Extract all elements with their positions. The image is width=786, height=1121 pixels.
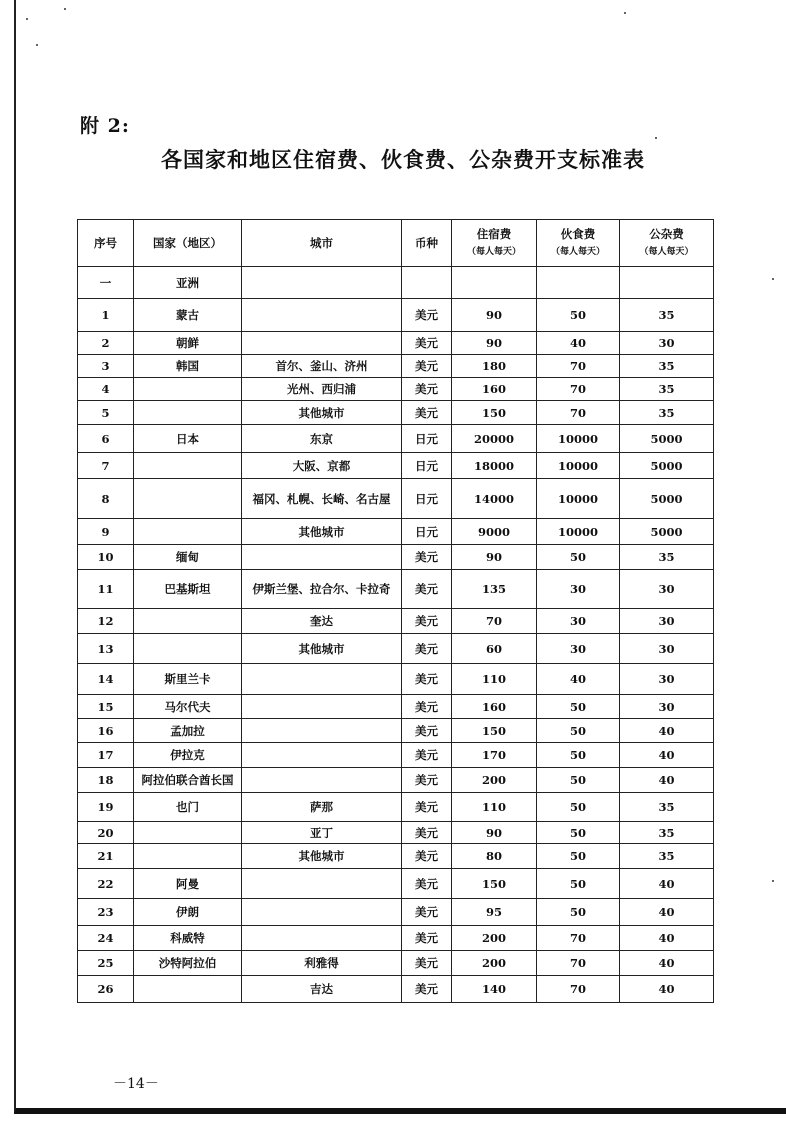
cell-meals: 10000 (537, 479, 620, 519)
cell-country (134, 378, 242, 401)
rates-table (77, 219, 714, 1003)
cell-no: 9 (78, 519, 134, 545)
cell-lodging: 110 (452, 793, 537, 822)
cell-meals: 50 (537, 899, 620, 926)
cell-country: 日本 (134, 425, 242, 453)
cell-no: 3 (78, 355, 134, 378)
cell-city: 其他城市 (242, 634, 402, 664)
cell-meals: 30 (537, 609, 620, 634)
cell-lodging: 180 (452, 355, 537, 378)
cell-lodging: 200 (452, 951, 537, 976)
cell-lodging: 110 (452, 664, 537, 695)
cell-no: 18 (78, 768, 134, 793)
table-row (78, 401, 714, 425)
cell-city (242, 299, 402, 332)
cell-meals: 70 (537, 926, 620, 951)
scan-speck (64, 8, 66, 10)
cell-currency: 日元 (402, 519, 452, 545)
cell-country: 缅甸 (134, 545, 242, 570)
cell-currency: 日元 (402, 425, 452, 453)
cell-no: 22 (78, 869, 134, 899)
cell-lodging: 170 (452, 743, 537, 768)
cell-city: 利雅得 (242, 951, 402, 976)
table-row (78, 951, 714, 976)
cell-meals: 70 (537, 355, 620, 378)
cell-meals: 10000 (537, 425, 620, 453)
scan-speck (772, 880, 774, 882)
cell-country: 马尔代夫 (134, 695, 242, 719)
cell-country (134, 844, 242, 869)
cell-meals: 50 (537, 869, 620, 899)
cell-country: 也门 (134, 793, 242, 822)
cell-city: 奎达 (242, 609, 402, 634)
cell-no: 14 (78, 664, 134, 695)
cell-meals: 50 (537, 545, 620, 570)
cell-misc: 35 (620, 401, 714, 425)
cell-city: 其他城市 (242, 401, 402, 425)
table-row (78, 768, 714, 793)
attachment-label: 附 2: (80, 115, 130, 137)
cell-meals: 40 (537, 664, 620, 695)
cell-city: 亚丁 (242, 822, 402, 844)
cell-meals: 50 (537, 695, 620, 719)
cell-misc: 40 (620, 743, 714, 768)
table-row (78, 479, 714, 519)
cell-country: 亚洲 (134, 267, 242, 299)
cell-country (134, 822, 242, 844)
cell-no: 1 (78, 299, 134, 332)
cell-country (134, 609, 242, 634)
cell-meals (537, 267, 620, 299)
table-row (78, 545, 714, 570)
cell-lodging: 90 (452, 822, 537, 844)
cell-currency: 美元 (402, 355, 452, 378)
cell-meals: 50 (537, 768, 620, 793)
cell-lodging: 135 (452, 570, 537, 609)
cell-misc: 35 (620, 378, 714, 401)
cell-lodging: 80 (452, 844, 537, 869)
cell-misc: 5000 (620, 519, 714, 545)
table-row (78, 453, 714, 479)
table-row (78, 634, 714, 664)
table-header-row (78, 220, 714, 267)
cell-no: 19 (78, 793, 134, 822)
cell-city: 福冈、札幌、长崎、名古屋 (242, 479, 402, 519)
cell-no: 24 (78, 926, 134, 951)
table-row (78, 519, 714, 545)
cell-country (134, 401, 242, 425)
cell-city: 东京 (242, 425, 402, 453)
cell-currency: 美元 (402, 719, 452, 743)
cell-currency: 美元 (402, 401, 452, 425)
cell-currency: 美元 (402, 609, 452, 634)
cell-currency: 美元 (402, 926, 452, 951)
cell-city (242, 267, 402, 299)
cell-misc: 40 (620, 869, 714, 899)
cell-meals: 10000 (537, 453, 620, 479)
cell-lodging: 70 (452, 609, 537, 634)
scan-speck (772, 278, 774, 280)
cell-country: 伊拉克 (134, 743, 242, 768)
cell-meals: 30 (537, 570, 620, 609)
cell-misc: 30 (620, 664, 714, 695)
cell-misc: 30 (620, 634, 714, 664)
cell-misc: 40 (620, 899, 714, 926)
header-meals: 伙食费 （每人每天） (537, 220, 620, 267)
cell-currency (402, 267, 452, 299)
cell-meals: 50 (537, 743, 620, 768)
cell-city (242, 869, 402, 899)
cell-currency: 美元 (402, 768, 452, 793)
cell-lodging: 90 (452, 332, 537, 355)
header-misc: 公杂费 （每人每天） (620, 220, 714, 267)
cell-city: 其他城市 (242, 844, 402, 869)
cell-currency: 美元 (402, 822, 452, 844)
cell-country: 沙特阿拉伯 (134, 951, 242, 976)
table-row (78, 267, 714, 299)
table-row (78, 299, 714, 332)
cell-misc (620, 267, 714, 299)
cell-city (242, 768, 402, 793)
cell-lodging: 150 (452, 719, 537, 743)
cell-meals: 70 (537, 401, 620, 425)
cell-lodging: 95 (452, 899, 537, 926)
scan-speck (36, 44, 38, 46)
table-row (78, 425, 714, 453)
cell-country: 斯里兰卡 (134, 664, 242, 695)
cell-no: 23 (78, 899, 134, 926)
cell-misc: 35 (620, 844, 714, 869)
cell-misc: 30 (620, 332, 714, 355)
cell-lodging: 60 (452, 634, 537, 664)
page-number: －14－ (113, 1076, 159, 1092)
cell-city: 其他城市 (242, 519, 402, 545)
cell-currency: 美元 (402, 634, 452, 664)
cell-no: 15 (78, 695, 134, 719)
table-row (78, 355, 714, 378)
cell-currency: 美元 (402, 570, 452, 609)
header-currency: 币种 (402, 220, 452, 267)
cell-lodging: 14000 (452, 479, 537, 519)
table-row (78, 570, 714, 609)
cell-city: 吉达 (242, 976, 402, 1003)
cell-city (242, 719, 402, 743)
table-row (78, 899, 714, 926)
table-body (78, 267, 714, 1003)
cell-misc: 35 (620, 299, 714, 332)
cell-lodging (452, 267, 537, 299)
cell-misc: 35 (620, 793, 714, 822)
cell-no: 4 (78, 378, 134, 401)
cell-lodging: 150 (452, 401, 537, 425)
table-row (78, 793, 714, 822)
cell-lodging: 90 (452, 299, 537, 332)
cell-no: 7 (78, 453, 134, 479)
cell-country: 孟加拉 (134, 719, 242, 743)
cell-meals: 50 (537, 793, 620, 822)
header-index: 序号 (78, 220, 134, 267)
cell-country (134, 479, 242, 519)
cell-city (242, 695, 402, 719)
cell-lodging: 160 (452, 695, 537, 719)
header-country: 国家（地区） (134, 220, 242, 267)
header-lodging: 住宿费 （每人每天） (452, 220, 537, 267)
cell-currency: 美元 (402, 869, 452, 899)
cell-misc: 40 (620, 768, 714, 793)
cell-country: 阿曼 (134, 869, 242, 899)
cell-meals: 50 (537, 822, 620, 844)
cell-currency: 美元 (402, 899, 452, 926)
cell-misc: 30 (620, 695, 714, 719)
cell-currency: 美元 (402, 844, 452, 869)
cell-lodging: 90 (452, 545, 537, 570)
cell-lodging: 200 (452, 926, 537, 951)
table-row (78, 695, 714, 719)
cell-no: 16 (78, 719, 134, 743)
cell-meals: 50 (537, 844, 620, 869)
cell-misc: 35 (620, 822, 714, 844)
cell-country (134, 453, 242, 479)
cell-currency: 美元 (402, 793, 452, 822)
cell-no: 一 (78, 267, 134, 299)
cell-currency: 美元 (402, 743, 452, 768)
cell-misc: 40 (620, 926, 714, 951)
cell-misc: 5000 (620, 453, 714, 479)
table-row (78, 926, 714, 951)
cell-no: 5 (78, 401, 134, 425)
cell-no: 12 (78, 609, 134, 634)
cell-city: 大阪、京都 (242, 453, 402, 479)
cell-currency: 美元 (402, 695, 452, 719)
scan-speck (655, 137, 657, 139)
cell-meals: 10000 (537, 519, 620, 545)
cell-country: 巴基斯坦 (134, 570, 242, 609)
cell-country (134, 976, 242, 1003)
cell-city: 伊斯兰堡、拉合尔、卡拉奇 (242, 570, 402, 609)
table-row (78, 664, 714, 695)
cell-lodging: 150 (452, 869, 537, 899)
cell-currency: 美元 (402, 976, 452, 1003)
cell-no: 11 (78, 570, 134, 609)
cell-misc: 35 (620, 545, 714, 570)
cell-no: 10 (78, 545, 134, 570)
cell-misc: 35 (620, 355, 714, 378)
cell-misc: 5000 (620, 425, 714, 453)
cell-country: 朝鲜 (134, 332, 242, 355)
scan-speck (624, 12, 626, 14)
cell-city (242, 332, 402, 355)
cell-meals: 70 (537, 378, 620, 401)
cell-misc: 30 (620, 570, 714, 609)
cell-country (134, 519, 242, 545)
cell-no: 2 (78, 332, 134, 355)
cell-city: 首尔、釜山、济州 (242, 355, 402, 378)
cell-lodging: 160 (452, 378, 537, 401)
table-row (78, 844, 714, 869)
cell-no: 17 (78, 743, 134, 768)
table-row (78, 332, 714, 355)
header-city: 城市 (242, 220, 402, 267)
cell-no: 26 (78, 976, 134, 1003)
cell-misc: 5000 (620, 479, 714, 519)
cell-currency: 美元 (402, 951, 452, 976)
cell-city (242, 743, 402, 768)
cell-no: 6 (78, 425, 134, 453)
table-row (78, 378, 714, 401)
cell-meals: 30 (537, 634, 620, 664)
table-row (78, 822, 714, 844)
cell-city (242, 899, 402, 926)
cell-lodging: 140 (452, 976, 537, 1003)
cell-misc: 40 (620, 976, 714, 1003)
table-row (78, 869, 714, 899)
cell-currency: 美元 (402, 664, 452, 695)
table-row (78, 976, 714, 1003)
cell-country: 伊朗 (134, 899, 242, 926)
cell-city: 萨那 (242, 793, 402, 822)
cell-meals: 50 (537, 719, 620, 743)
cell-country: 韩国 (134, 355, 242, 378)
cell-currency: 美元 (402, 545, 452, 570)
cell-no: 8 (78, 479, 134, 519)
table-row (78, 743, 714, 768)
cell-city (242, 545, 402, 570)
cell-country: 科威特 (134, 926, 242, 951)
cell-city (242, 664, 402, 695)
cell-misc: 40 (620, 951, 714, 976)
cell-meals: 40 (537, 332, 620, 355)
cell-currency: 美元 (402, 378, 452, 401)
cell-meals: 70 (537, 976, 620, 1003)
table-row (78, 719, 714, 743)
cell-misc: 30 (620, 609, 714, 634)
cell-lodging: 18000 (452, 453, 537, 479)
cell-no: 21 (78, 844, 134, 869)
scan-speck (26, 18, 28, 20)
cell-no: 25 (78, 951, 134, 976)
cell-lodging: 20000 (452, 425, 537, 453)
cell-city (242, 926, 402, 951)
cell-no: 13 (78, 634, 134, 664)
cell-meals: 50 (537, 299, 620, 332)
cell-currency: 日元 (402, 479, 452, 519)
cell-country (134, 634, 242, 664)
cell-currency: 美元 (402, 332, 452, 355)
cell-country: 蒙古 (134, 299, 242, 332)
cell-meals: 70 (537, 951, 620, 976)
page-title: 各国家和地区住宿费、伙食费、公杂费开支标准表 (161, 147, 645, 172)
table-row (78, 609, 714, 634)
cell-currency: 美元 (402, 299, 452, 332)
cell-no: 20 (78, 822, 134, 844)
cell-country: 阿拉伯联合酋长国 (134, 768, 242, 793)
cell-misc: 40 (620, 719, 714, 743)
cell-currency: 日元 (402, 453, 452, 479)
cell-city: 光州、西归浦 (242, 378, 402, 401)
cell-lodging: 9000 (452, 519, 537, 545)
cell-lodging: 200 (452, 768, 537, 793)
